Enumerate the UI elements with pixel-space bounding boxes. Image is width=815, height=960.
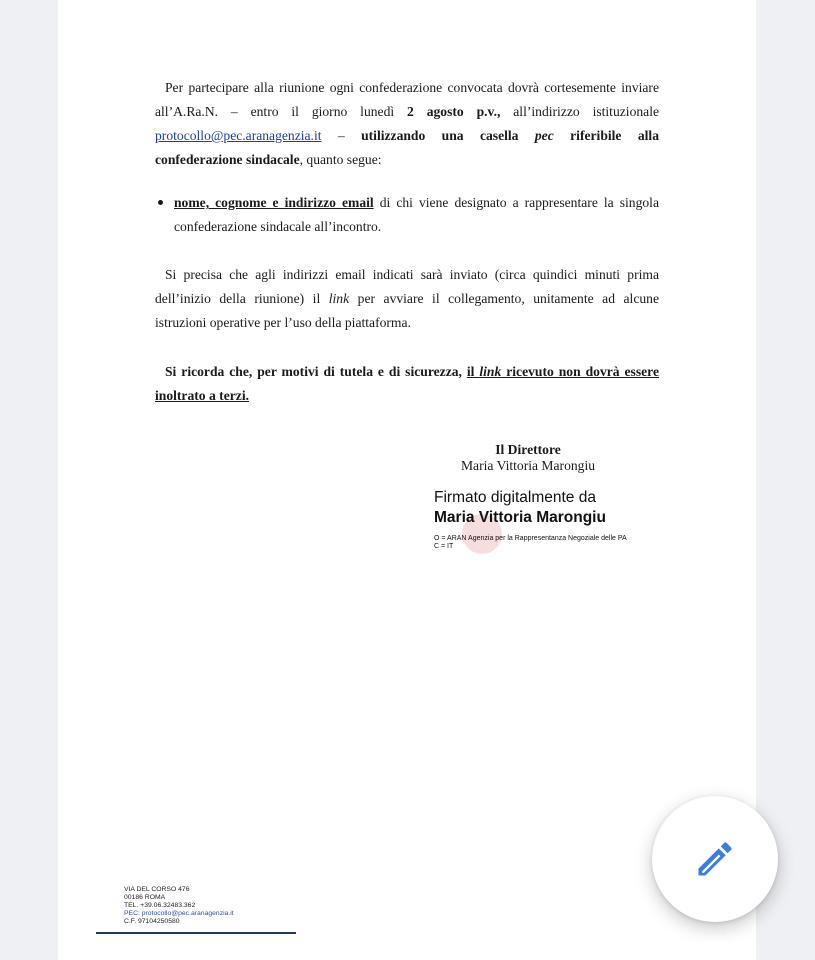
paragraph-security-notice — [155, 360, 659, 408]
digital-signature-country: C = IT — [434, 543, 454, 550]
bold-underlined-text: ricevuto non dovrà essere — [501, 364, 659, 379]
bold-text: Si ricorda che, per motivi di tutela e di sicurezza, — [165, 364, 467, 379]
pec-italic: pec — [534, 128, 554, 143]
text: all’indirizzo istituzionale — [500, 104, 660, 119]
footer-pec: PEC: protocollo@pec.aranagenzia.it — [124, 910, 234, 917]
pencil-icon — [693, 837, 737, 881]
footer-address: VIA DEL CORSO 476 — [124, 886, 190, 893]
text: , quanto segue: — [299, 152, 382, 167]
director-title: Il Direttore — [495, 442, 561, 457]
bullet-dot — [158, 200, 163, 205]
digital-signature — [434, 488, 674, 551]
digital-signature-name: Maria Vittoria Marongiu — [434, 509, 606, 526]
text: per avviare il collegamento, unitamente ad alcune — [349, 291, 659, 306]
link-italic: link — [328, 291, 350, 306]
edit-fab-button[interactable] — [652, 796, 778, 922]
paragraph-participation — [155, 76, 659, 172]
bold-underlined-text: il — [466, 364, 480, 379]
text: dell’inizio della riunione) il — [155, 291, 329, 306]
bold-text: utilizzando una casella — [361, 128, 535, 143]
text: – — [321, 128, 362, 143]
paragraph-link-info — [155, 263, 659, 335]
date-bold: 2 agosto p.v., — [407, 104, 501, 119]
digital-signature-label: Firmato digitalmente da — [434, 489, 596, 506]
text: all’A.Ra.N. – entro il giorno lunedì — [155, 104, 408, 119]
text: Si precisa che agli indirizzi email indicati sarà inviato (circa quindici minuti prima — [165, 267, 659, 282]
text: di chi viene designato a rappresentare la singola — [373, 195, 659, 210]
bold-text: riferibile alla — [553, 128, 659, 143]
director-block — [438, 442, 618, 474]
footer-tel: TEL. +39.06.32483.362 — [124, 902, 196, 909]
text: confederazione sindacale all’incontro. — [174, 219, 382, 234]
document-page — [58, 0, 756, 960]
link-italic: link — [479, 364, 502, 379]
text: istruzioni operative per l’uso della piattaforma. — [155, 315, 411, 330]
footer-divider — [96, 932, 296, 934]
footer-city: 00186 ROMA — [124, 894, 166, 901]
bold-underlined-text: nome, cognome e indirizzo email — [174, 195, 374, 210]
bold-text: confederazione sindacale — [155, 152, 300, 167]
digital-signature-org: O = ARAN Agenzia per la Rappresentanza Negoziale delle PA — [434, 535, 627, 542]
letterhead-footer — [124, 886, 324, 926]
bold-underlined-text: inoltrato a terzi. — [155, 388, 249, 403]
director-name: Maria Vittoria Marongiu — [460, 458, 596, 473]
text: Per partecipare alla riunione ogni confederazione convocata dovrà cortesemente inviare — [165, 80, 659, 95]
footer-cf: C.F. 97104250580 — [124, 918, 180, 925]
bullet-list-item — [155, 191, 659, 239]
email-link[interactable]: protocollo@pec.aranagenzia.it — [155, 128, 322, 143]
